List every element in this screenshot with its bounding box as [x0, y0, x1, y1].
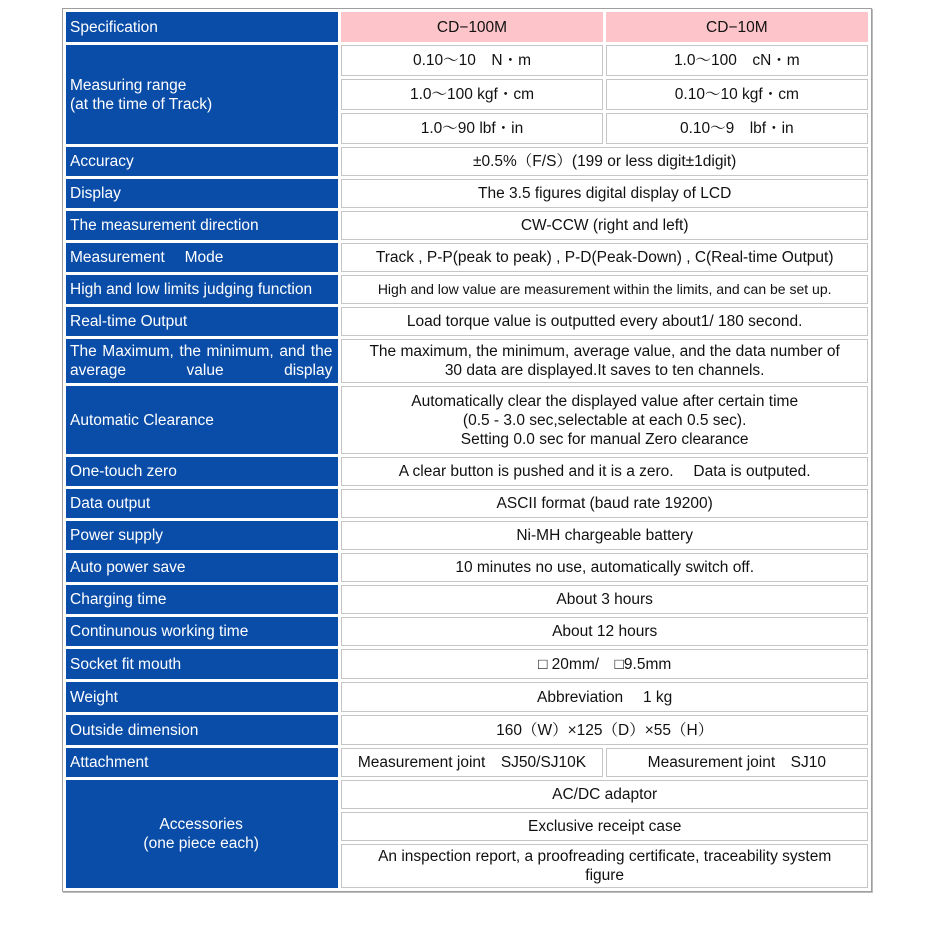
power-supply-row [66, 521, 868, 550]
attachment-row [66, 748, 868, 777]
attachment-cd100m: Measurement joint SJ50/SJ10K [341, 748, 602, 777]
auto-power-save-value: 10 minutes no use, automatically switch off. [341, 553, 868, 582]
socket-fit-label: Socket fit mouth [66, 649, 338, 679]
range-nm-cd100m: 0.10〜10 N・m [341, 45, 602, 76]
range-kgfcm-cd10m: 0.10〜10 kgf・cm [606, 79, 868, 110]
accessory-item-line2: figure [585, 867, 625, 884]
limits-judging-value: High and low value are measurement within the limits, and can be set up. [341, 275, 868, 304]
display-row [66, 179, 868, 208]
one-touch-zero-value: A clear button is pushed and it is a zero. Data is outputed. [341, 457, 868, 486]
realtime-output-label: Real-time Output [66, 307, 338, 336]
measurement-mode-value: Track , P-P(peak to peak) , P-D(Peak-Down) , C(Real-time Output) [341, 243, 868, 272]
max-min-avg-row [66, 339, 868, 383]
one-touch-zero-row [66, 457, 868, 486]
measuring-range-label-line1: Measuring range [70, 76, 187, 94]
auto-power-save-label: Auto power save [66, 553, 338, 582]
auto-clear-label: Automatic Clearance [66, 386, 338, 454]
auto-clear-row [66, 386, 868, 454]
max-min-avg-value-line1: The maximum, the minimum, average value, and the data number of [369, 343, 840, 360]
weight-label: Weight [66, 682, 338, 712]
outside-dimension-row [66, 715, 868, 745]
attachment-cd10m: Measurement joint SJ10 [606, 748, 868, 777]
accessories-row [66, 780, 868, 809]
charging-time-label: Charging time [66, 585, 338, 614]
model-cd10m-header: CD−10M [606, 12, 868, 42]
display-value: The 3.5 figures digital display of LCD [341, 179, 868, 208]
measuring-range-row [66, 45, 868, 76]
max-min-avg-value [341, 339, 868, 383]
accuracy-label: Accuracy [66, 147, 338, 176]
attachment-label: Attachment [66, 748, 338, 777]
data-output-value: ASCII format (baud rate 19200) [341, 489, 868, 518]
accessory-item: AC/DC adaptor [341, 780, 868, 809]
range-kgfcm-cd100m: 1.0〜100 kgf・cm [341, 79, 602, 110]
specification-table [62, 8, 872, 892]
measurement-direction-value: CW-CCW (right and left) [341, 211, 868, 240]
accessories-label [66, 780, 338, 888]
weight-row [66, 682, 868, 712]
accuracy-row [66, 147, 868, 176]
realtime-output-value: Load torque value is outputted every about1/ 180 second. [341, 307, 868, 336]
accuracy-value: ±0.5%（F/S）(199 or less digit±1digit) [341, 147, 868, 176]
accessory-item [341, 844, 868, 888]
limits-judging-row [66, 275, 868, 304]
spec-header-label: Specification [66, 12, 338, 42]
measuring-range-label [66, 45, 338, 144]
measurement-direction-label: The measurement direction [66, 211, 338, 240]
max-min-avg-value-line2: 30 data are displayed.It saves to ten channels. [444, 362, 765, 379]
working-time-value: About 12 hours [341, 617, 868, 646]
power-supply-label: Power supply [66, 521, 338, 550]
measurement-mode-row [66, 243, 868, 272]
measuring-range-label-line2: (at the time of Track) [70, 95, 213, 113]
limits-judging-label: High and low limits judging function [66, 275, 338, 304]
data-output-label: Data output [66, 489, 338, 518]
header-row [66, 12, 868, 42]
charging-time-row [66, 585, 868, 614]
range-lbfin-cd10m: 0.10〜9 lbf・in [606, 113, 868, 144]
auto-power-save-row [66, 553, 868, 582]
realtime-output-row [66, 307, 868, 336]
data-output-row [66, 489, 868, 518]
range-lbfin-cd100m: 1.0〜90 lbf・in [341, 113, 602, 144]
power-supply-value: Ni-MH chargeable battery [341, 521, 868, 550]
max-min-avg-label: The Maximum, the minimum, and the average value display [66, 339, 338, 383]
auto-clear-value-line2: (0.5 - 3.0 sec,selectable at each 0.5 sec). [462, 411, 747, 429]
weight-value: Abbreviation 1 kg [341, 682, 868, 712]
accessories-label-line2: (one piece each) [143, 835, 259, 852]
one-touch-zero-label: One-touch zero [66, 457, 338, 486]
socket-fit-row [66, 649, 868, 679]
outside-dimension-label: Outside dimension [66, 715, 338, 745]
display-label: Display [66, 179, 338, 208]
accessories-label-line1: Accessories [159, 816, 243, 833]
auto-clear-value-line1: Automatically clear the displayed value after certain time [411, 392, 799, 410]
auto-clear-value [341, 386, 868, 454]
model-cd100m-header: CD−100M [341, 12, 602, 42]
range-cnm-cd10m: 1.0〜100 cN・m [606, 45, 868, 76]
working-time-row [66, 617, 868, 646]
working-time-label: Continunous working time [66, 617, 338, 646]
socket-fit-value: □ 20mm/ □9.5mm [341, 649, 868, 679]
measurement-direction-row [66, 211, 868, 240]
auto-clear-value-line3: Setting 0.0 sec for manual Zero clearance [460, 430, 749, 448]
accessory-item: Exclusive receipt case [341, 812, 868, 841]
charging-time-value: About 3 hours [341, 585, 868, 614]
measurement-mode-label: Measurement Mode [66, 243, 338, 272]
accessory-item-line1: An inspection report, a proofreading certificate, traceability system [378, 848, 832, 865]
outside-dimension-value: 160（W）×125（D）×55（H） [341, 715, 868, 745]
